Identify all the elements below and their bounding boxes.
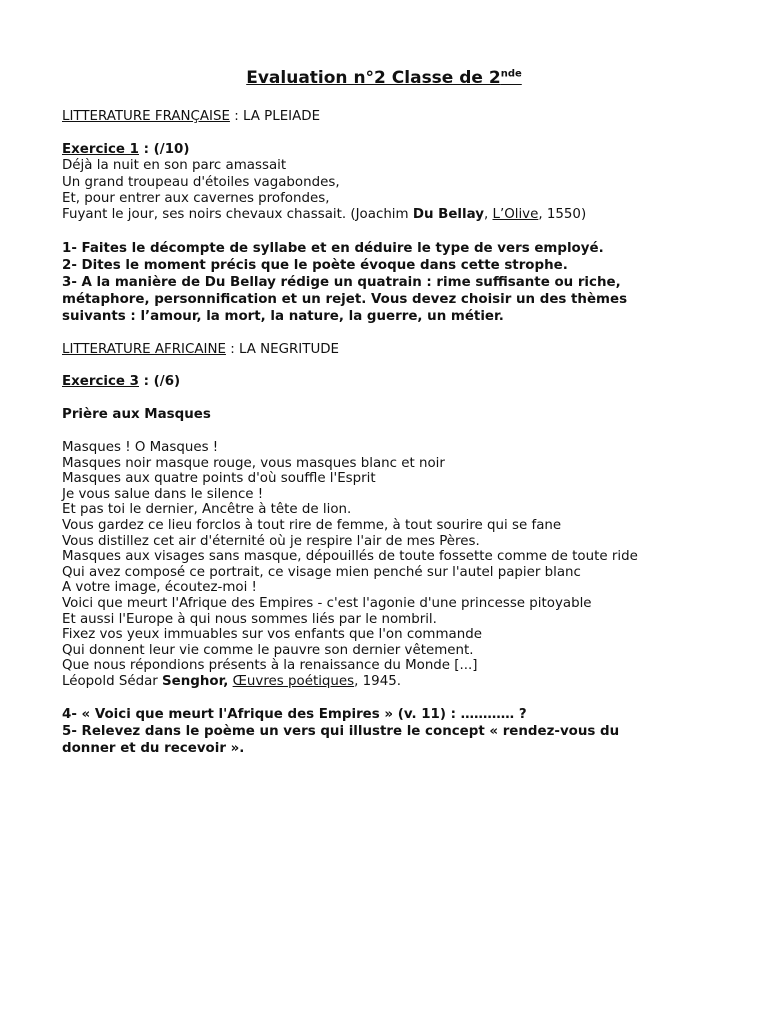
- exercise-label: Exercice 1: [62, 141, 139, 157]
- poem-line: Vous distillez cet air d'éternité où je respire l'air de mes Pères.: [62, 533, 480, 549]
- poem-line-with-credit: [62, 207, 722, 223]
- question-line: suivants : l’amour, la mort, la nature, la guerre, un métier.: [62, 309, 504, 325]
- section-subject: LA NEGRITUDE: [238, 341, 340, 357]
- poem-line: Et pas toi le dernier, Ancêtre à tête de lion.: [62, 502, 352, 518]
- title-text: [246, 68, 522, 88]
- separator: :: [225, 341, 239, 357]
- section-label: LITTERATURE FRANÇAISE: [62, 109, 230, 124]
- question-line: 3- A la manière de Du Bellay rédige un quatrain : rime suffisante ou riche,: [62, 275, 621, 291]
- section-heading-french: [62, 109, 722, 125]
- exercise-1-questions: [62, 240, 722, 325]
- exercise-1-poem: [62, 158, 722, 224]
- question-line: 1- Faites le décompte de syllabe et en déduire le type de vers employé.: [62, 241, 604, 257]
- poem-line: Fixez vos yeux immuables sur vos enfants que l'on commande: [62, 627, 482, 643]
- poem-line-text: Fuyant le jour, ses noirs chevaux chassait. (Joachim: [62, 207, 413, 223]
- poem-line: Masques aux visages sans masque, dépouillés de toute fossette comme de toute ride: [62, 549, 638, 565]
- poem-line: A votre image, écoutez-moi !: [62, 580, 257, 596]
- poem-author: Senghor,: [162, 673, 229, 689]
- poem-line: Masques ! O Masques !: [62, 440, 219, 455]
- poem-line: Masques aux quatre points d'où souffle l'Esprit: [62, 471, 376, 487]
- exercise-1-heading: [62, 142, 722, 158]
- credit-prefix: Léopold Sédar: [62, 673, 163, 689]
- poem-title: Prière aux Masques: [62, 407, 211, 423]
- poem-line: Que nous répondions présents à la renaissance du Monde [...]: [62, 658, 478, 674]
- separator: :: [229, 109, 243, 124]
- question-line: métaphore, personnification et un rejet. Vous devez choisir un des thèmes: [62, 292, 628, 308]
- poem-line: Je vous salue dans le silence !: [62, 486, 264, 502]
- poem-work: L’Olive: [492, 207, 539, 223]
- question-line: 4- « Voici que meurt l'Afrique des Empires » (v. 11) : ………… ?: [62, 706, 527, 722]
- section-label: LITTERATURE AFRICAINE: [62, 341, 226, 357]
- poem-work: Œuvres poétiques: [232, 673, 355, 689]
- question-line: 5- Relevez dans le poème un vers qui illustre le concept « rendez-vous du: [62, 723, 620, 739]
- poem-year: , 1550): [538, 207, 587, 223]
- poem-line: Et, pour entrer aux cavernes profondes,: [62, 191, 330, 207]
- question-line: 2- Dites le moment précis que le poète évoque dans cette strophe.: [62, 258, 568, 274]
- separator: ,: [483, 207, 493, 223]
- document-body: [62, 109, 722, 757]
- poem-line: Vous gardez ce lieu forclos à tout rire de femme, à tout sourire qui se fane: [62, 517, 562, 533]
- title-superscript: nde: [500, 68, 522, 80]
- section-subject: LA PLEIADE: [242, 109, 321, 124]
- exercise-3-heading: [62, 374, 722, 390]
- poem-line: Un grand troupeau d'étoiles vagabondes,: [62, 174, 340, 190]
- poem-line: Masques noir masque rouge, vous masques blanc et noir: [62, 455, 445, 471]
- poem-line: Et aussi l'Europe à qui nous sommes liés par le nombril.: [62, 611, 437, 627]
- title-main: Evaluation n°2 Classe de 2: [246, 68, 501, 88]
- poem-line: Qui donnent leur vie comme le pauvre son dernier vêtement.: [62, 642, 474, 658]
- exercise-3-poem: [62, 440, 722, 690]
- exercise-score: : (/10): [139, 141, 190, 157]
- section-heading-african: [62, 342, 722, 358]
- poem-line: Déjà la nuit en son parc amassait: [62, 158, 287, 174]
- page-title: [0, 68, 768, 88]
- exercise-3-questions: [62, 706, 722, 757]
- poem-line: Qui avez composé ce portrait, ce visage mien penché sur l'autel papier blanc: [62, 564, 581, 580]
- exercise-score: : (/6): [139, 374, 181, 390]
- poem-credit: [62, 674, 722, 690]
- poem-line: Voici que meurt l'Afrique des Empires - c'est l'agonie d'une princesse pitoyable: [62, 595, 592, 611]
- question-line: donner et du recevoir ».: [62, 740, 245, 756]
- poem-year: , 1945.: [354, 673, 401, 689]
- poem-author: Du Bellay: [412, 207, 484, 223]
- exercise-label: Exercice 3: [62, 374, 139, 390]
